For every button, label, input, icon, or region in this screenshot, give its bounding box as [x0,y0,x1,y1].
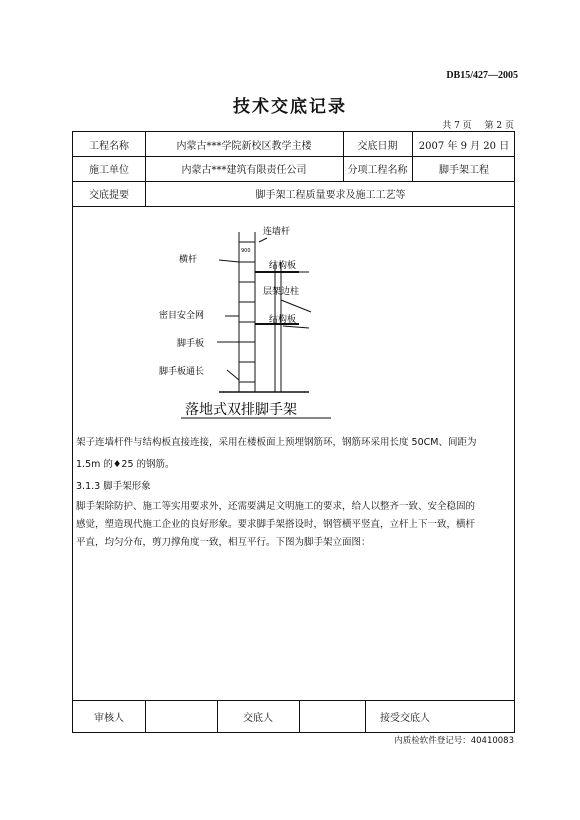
section-heading: 3.1.3 脚手架形象 [76,481,151,492]
document-code: DB15/427—2005 [446,70,518,81]
reviewer-label: 审核人 [94,713,124,724]
para2-line2: 感觉，塑造现代施工企业的良好形象。要求脚手架搭设时，钢管横平竖直，立杆上下一致，横杆 [76,519,476,530]
summary-value: 脚手架工程质量要求及施工工艺等 [255,190,406,201]
para1-line1: 架子连墙杆件与结构板直接连接，采用在楼板面上预埋钢筋环，钢筋环采用长度 50CM、间距为 [76,437,477,448]
sub-project-label: 分项工程名称 [347,165,408,176]
label-jiaoshouban: 脚手板 [177,339,205,349]
receiver-label: 接受交底人 [380,713,430,724]
construction-unit-value: 内蒙古***建筑有限责任公司 [181,165,307,176]
page-title: 技术交底记录 [233,97,347,117]
label-900: 900 [241,248,251,254]
date-label: 交底日期 [357,140,398,152]
project-name-value: 内蒙古***学院新校区教学主楼 [176,140,312,152]
label-safety-net: 密目安全网 [159,311,205,321]
page-total: 共 7 页 [442,121,472,131]
discloser-label: 交底人 [243,713,273,724]
summary-label: 交底提要 [89,190,129,201]
label-ceng: 层架边柱 [263,287,300,297]
para2-line1: 脚手架除防护、施工等实用要求外，还需要满足文明施工的要求，给人以整齐一致、安全稳固的 [76,501,476,512]
body-text [76,432,513,552]
page-current: 第 2 页 [484,121,514,131]
label-hengan: 横杆 [179,255,198,265]
project-name-label: 工程名称 [89,140,129,152]
figure-caption: 落地式双排脚手架 [185,402,297,418]
label-jiegouban-1: 结构板 [269,261,297,271]
label-jiegouban-2: 结构板 [269,315,297,325]
footer-registration: 内质检软件登记号：40410083 [394,736,514,746]
sub-project-value: 脚手架工程 [439,165,489,176]
para2-line3: 平直，均匀分布，剪刀撑角度一致，相互平行。下图为脚手架立面图： [76,537,371,548]
date-value: 2007 年 9 月 20 日 [418,140,510,152]
label-lianqiang: 连墙杆 [263,227,291,237]
para1-line2: 1.5m 的♦25 的钢筋。 [76,459,175,470]
page-info [432,118,514,131]
label-tongchang: 脚手板通长 [159,367,205,377]
construction-unit-label: 施工单位 [89,165,129,176]
record-sheet [72,131,515,733]
scaffold-figure [159,220,439,420]
